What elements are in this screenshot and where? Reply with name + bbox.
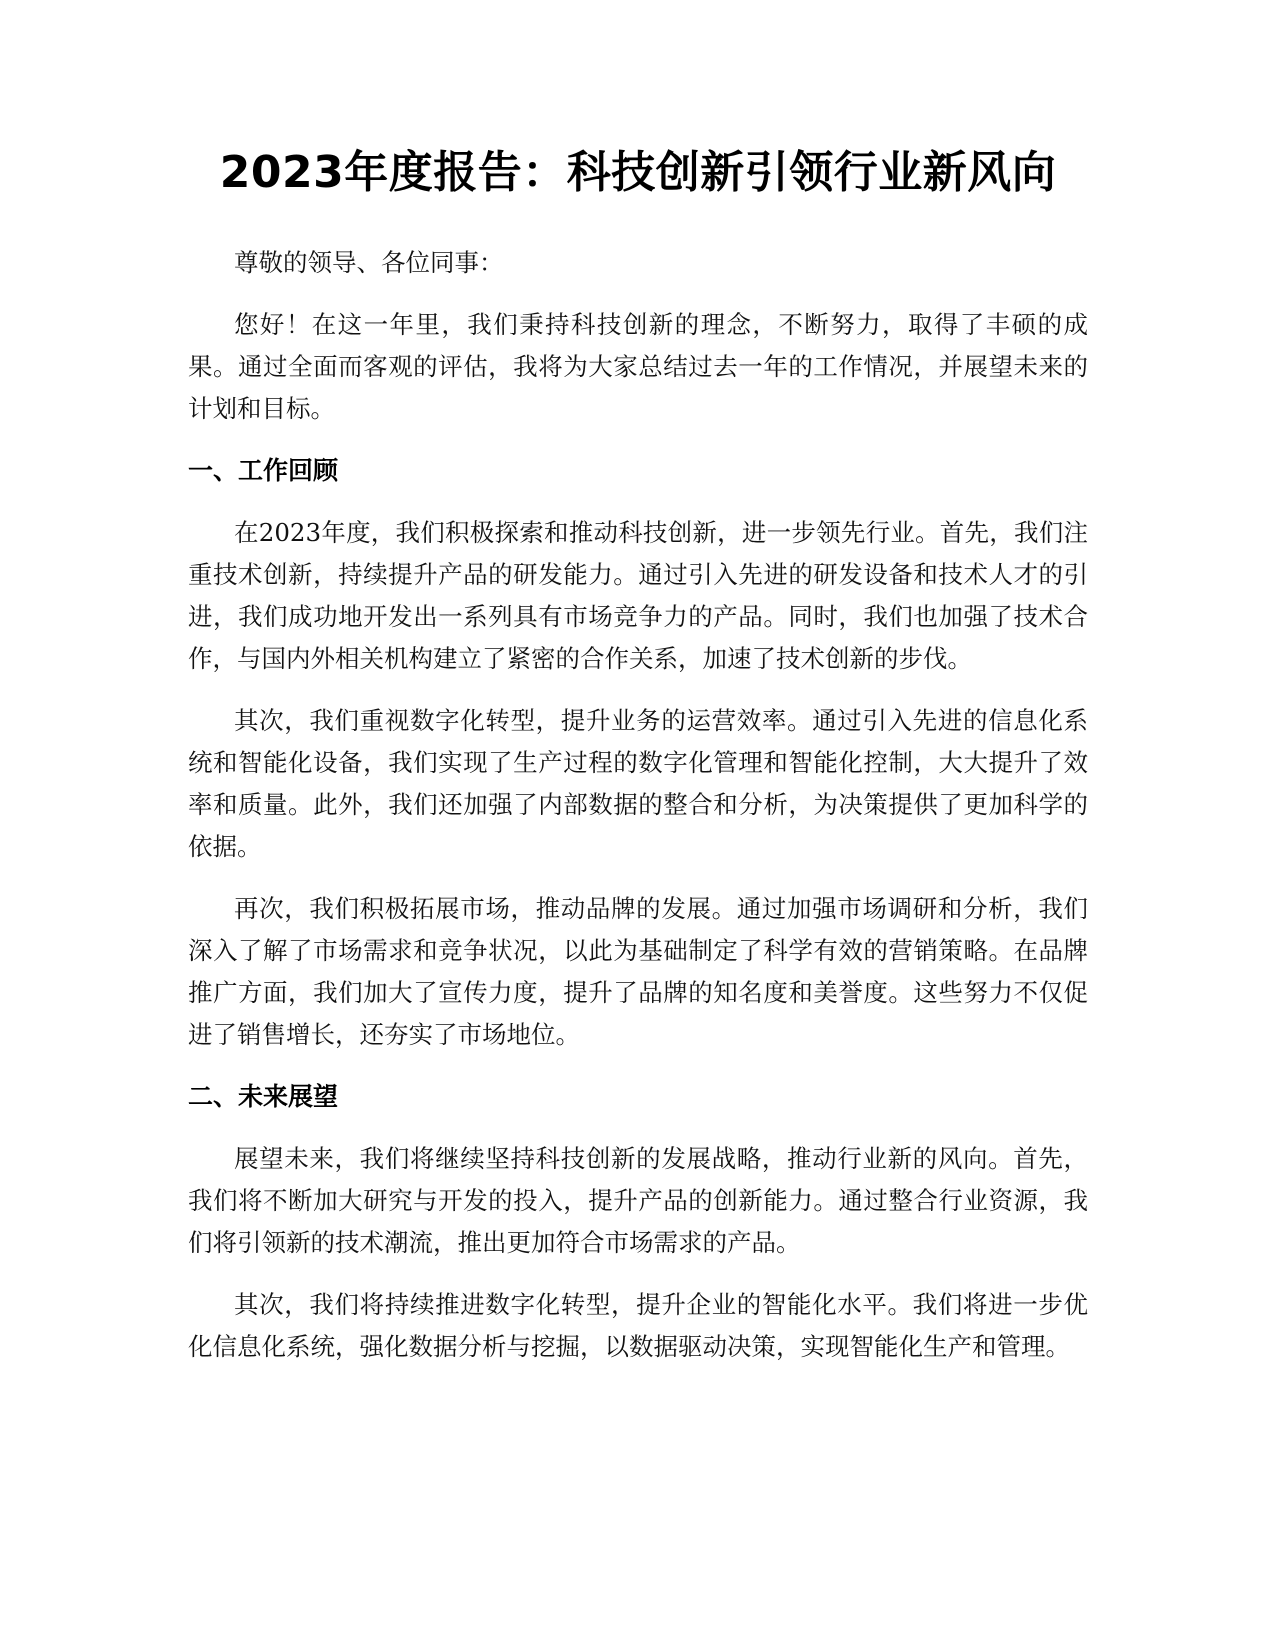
review-paragraph-3: 再次，我们积极拓展市场，推动品牌的发展。通过加强市场调研和分析，我们深入了解了市场需求和竞争状况，以此为基础制定了科学有效的营销策略。在品牌推广方面，我们加大了宣传力度，提升了品牌的知名度和美誉度。这些努力不仅促进了销售增长，还夯实了市场地位。 [188, 894, 1088, 1049]
section-heading-outlook: 二、未来展望 [188, 1082, 339, 1111]
intro-paragraph: 您好！在这一年里，我们秉持科技创新的理念，不断努力，取得了丰硕的成果。通过全面而客观的评估，我将为大家总结过去一年的工作情况，并展望未来的计划和目标。 [188, 310, 1088, 423]
outlook-paragraph-1: 展望未来，我们将继续坚持科技创新的发展战略，推动行业新的风向。首先，我们将不断加大研究与开发的投入，提升产品的创新能力。通过整合行业资源，我们将引领新的技术潮流，推出更加符合市场需求的产品。 [188, 1144, 1088, 1257]
outlook-paragraph-2: 其次，我们将持续推进数字化转型，提升企业的智能化水平。我们将进一步优化信息化系统，强化数据分析与挖掘，以数据驱动决策，实现智能化生产和管理。 [188, 1290, 1088, 1361]
document-page [188, 140, 1088, 1388]
review-paragraph-2: 其次，我们重视数字化转型，提升业务的运营效率。通过引入先进的信息化系统和智能化设备，我们实现了生产过程的数字化管理和智能化控制，大大提升了效率和质量。此外，我们还加强了内部数据的整合和分析，为决策提供了更加科学的依据。 [188, 706, 1088, 861]
greeting: 尊敬的领导、各位同事： [234, 248, 504, 277]
section-heading-review: 一、工作回顾 [188, 456, 339, 485]
document-title: 2023年度报告：科技创新引领行业新风向 [219, 147, 1057, 198]
review-paragraph-1: 在2023年度，我们积极探索和推动科技创新，进一步领先行业。首先，我们注重技术创新，持续提升产品的研发能力。通过引入先进的研发设备和技术人才的引进，我们成功地开发出一系列具有市场竞争力的产品。同时，我们也加强了技术合作，与国内外相关机构建立了紧密的合作关系，加速了技术创新的步伐。 [188, 518, 1088, 673]
